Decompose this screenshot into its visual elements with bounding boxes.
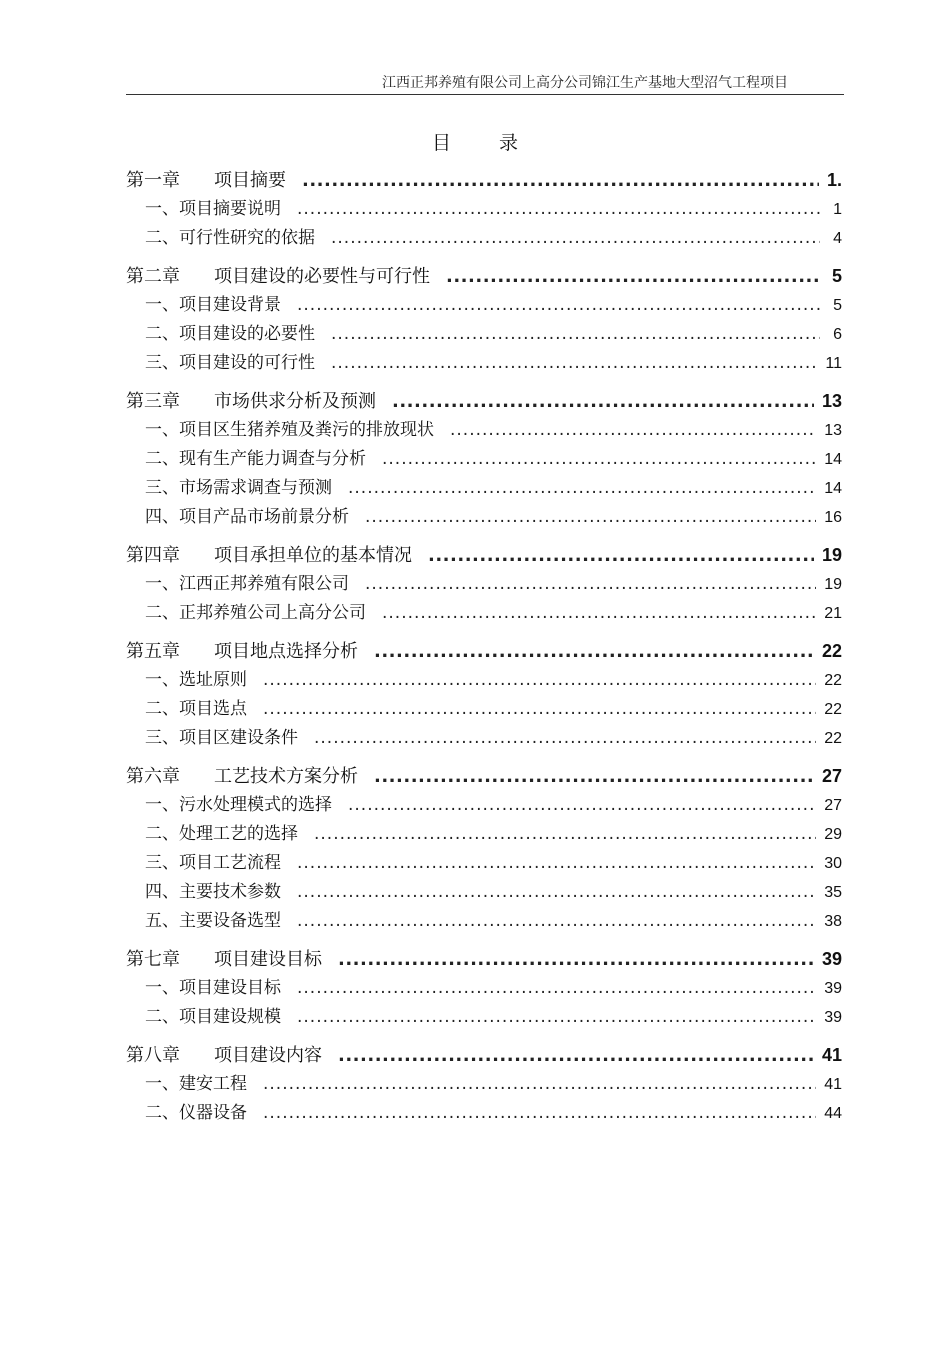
dot-leader (297, 878, 816, 907)
dot-leader (428, 541, 814, 570)
toc-entry-label (145, 474, 332, 503)
dot-leader (263, 666, 816, 695)
toc-entry-title: 一、建安工程 (145, 1074, 247, 1094)
dot-leader (450, 416, 816, 445)
toc-chapter-entry[interactable] (126, 541, 842, 570)
dot-leader (348, 474, 816, 503)
toc-entry-title: 一、项目区生猪养殖及粪污的排放现状 (145, 420, 434, 440)
toc-chapter-number: 第七章 (126, 949, 180, 970)
toc-page-number: 11 (825, 355, 842, 372)
toc-section-entry[interactable] (126, 599, 842, 628)
dot-leader (297, 195, 820, 224)
toc-section-entry[interactable] (126, 195, 842, 224)
toc-entry-title: 项目承担单位的基本情况 (214, 545, 412, 566)
toc-section-entry[interactable] (126, 416, 842, 445)
toc-entry-title: 二、处理工艺的选择 (145, 824, 298, 844)
toc-section-entry[interactable] (126, 849, 842, 878)
toc-entry-title: 二、项目建设规模 (145, 1007, 281, 1027)
toc-entry-label (145, 416, 434, 445)
toc-section-entry[interactable] (126, 224, 842, 253)
toc-entry-label (145, 791, 332, 820)
toc-entry-label (145, 849, 281, 878)
toc-page-number: 19 (821, 545, 842, 565)
running-header: 江西正邦养殖有限公司上高分公司锦江生产基地大型沼气工程项目 (382, 75, 788, 91)
toc-entry-label (145, 695, 247, 724)
toc-entry-label (126, 637, 358, 666)
toc-entry-label (145, 907, 281, 936)
toc-chapter-number: 第三章 (126, 391, 180, 412)
toc-page-number: 19 (824, 576, 842, 593)
dot-leader (263, 1099, 816, 1128)
toc-chapter-number: 第四章 (126, 545, 180, 566)
dot-leader (374, 637, 814, 666)
toc-chapter-number: 第一章 (126, 170, 180, 191)
toc-entry-label (145, 224, 315, 253)
toc-entry-title: 项目地点选择分析 (214, 641, 358, 662)
toc-entry-title: 项目建设的必要性与可行性 (214, 266, 430, 287)
dot-leader (374, 762, 814, 791)
dot-leader (263, 695, 816, 724)
toc-entry-label (126, 262, 430, 291)
toc-chapter-entry[interactable] (126, 387, 842, 416)
dot-leader (338, 1041, 814, 1070)
toc-section-entry[interactable] (126, 474, 842, 503)
toc-page-number: 41 (821, 1045, 842, 1065)
toc-entry-label (145, 820, 298, 849)
toc-page-number: 1. (826, 170, 842, 190)
dot-leader (331, 320, 820, 349)
toc-section-entry[interactable] (126, 320, 842, 349)
header-divider (126, 94, 844, 95)
dot-leader (297, 849, 816, 878)
toc-page-number: 41 (824, 1076, 842, 1093)
toc-page-number: 39 (824, 980, 842, 997)
toc-entry-title: 一、污水处理模式的选择 (145, 795, 332, 815)
toc-entry-label (126, 762, 358, 791)
toc-entry-label (145, 570, 349, 599)
toc-entry-title: 二、正邦养殖公司上高分公司 (145, 603, 366, 623)
toc-entry-title: 二、现有生产能力调查与分析 (145, 449, 366, 469)
dot-leader (297, 907, 816, 936)
toc-entry-title: 二、仪器设备 (145, 1103, 247, 1123)
toc-entry-label (145, 1099, 247, 1128)
toc-chapter-entry[interactable] (126, 262, 842, 291)
toc-section-entry[interactable] (126, 1070, 842, 1099)
toc-chapter-number: 第八章 (126, 1045, 180, 1066)
toc-section-entry[interactable] (126, 349, 842, 378)
dot-leader (302, 166, 819, 195)
toc-entry-title: 项目摘要 (214, 170, 286, 191)
toc-section-entry[interactable] (126, 695, 842, 724)
toc-chapter-number: 第二章 (126, 266, 180, 287)
dot-leader (297, 974, 816, 1003)
toc-section-entry[interactable] (126, 791, 842, 820)
toc-entry-label (126, 166, 286, 195)
toc-section-entry[interactable] (126, 907, 842, 936)
toc-entry-title: 三、项目区建设条件 (145, 728, 298, 748)
toc-entry-title: 二、项目选点 (145, 699, 247, 719)
toc-entry-label (126, 945, 322, 974)
toc-section-entry[interactable] (126, 445, 842, 474)
toc-section-entry[interactable] (126, 724, 842, 753)
toc-page-number: 39 (821, 949, 842, 969)
toc-page-number: 30 (824, 855, 842, 872)
toc-entry-label (145, 1070, 247, 1099)
toc-entry-label (145, 445, 366, 474)
table-of-contents (126, 166, 842, 1128)
toc-entry-label (145, 974, 281, 1003)
dot-leader (338, 945, 814, 974)
toc-entry-label (145, 320, 315, 349)
dot-leader (314, 820, 816, 849)
toc-entry-title: 项目建设目标 (214, 949, 322, 970)
toc-section-entry[interactable] (126, 291, 842, 320)
toc-chapter-number: 第五章 (126, 641, 180, 662)
toc-entry-label (145, 503, 349, 532)
toc-title: 目录 (431, 132, 566, 154)
toc-entry-label (126, 541, 412, 570)
dot-leader (297, 291, 820, 320)
toc-section-entry[interactable] (126, 1003, 842, 1032)
toc-entry-label (126, 387, 376, 416)
toc-page-number: 29 (824, 826, 842, 843)
toc-page-number: 27 (821, 766, 842, 786)
toc-section-entry[interactable] (126, 878, 842, 907)
toc-section-entry[interactable] (126, 1099, 842, 1128)
toc-entry-label (145, 878, 281, 907)
toc-entry-title: 四、主要技术参数 (145, 882, 281, 902)
toc-entry-title: 二、项目建设的必要性 (145, 324, 315, 344)
toc-entry-label (145, 1003, 281, 1032)
toc-section-entry[interactable] (126, 666, 842, 695)
toc-chapter-entry[interactable] (126, 945, 842, 974)
toc-section-entry[interactable] (126, 503, 842, 532)
dot-leader (314, 724, 816, 753)
toc-page-number: 1 (833, 201, 842, 218)
toc-page-number: 4 (833, 230, 842, 247)
toc-entry-title: 三、项目建设的可行性 (145, 353, 315, 373)
toc-entry-label (145, 724, 298, 753)
toc-entry-title: 一、项目摘要说明 (145, 199, 281, 219)
dot-leader (331, 224, 820, 253)
toc-page-number: 16 (824, 509, 842, 526)
toc-page-number: 14 (824, 451, 842, 468)
toc-page-number: 13 (821, 391, 842, 411)
toc-page-number: 22 (824, 701, 842, 718)
toc-page-number: 27 (824, 797, 842, 814)
toc-page-number: 5 (831, 266, 842, 286)
dot-leader (297, 1003, 816, 1032)
dot-leader (382, 599, 816, 628)
toc-entry-label (126, 1041, 322, 1070)
toc-chapter-entry[interactable] (126, 1041, 842, 1070)
dot-leader (382, 445, 816, 474)
toc-entry-label (145, 291, 281, 320)
toc-page-number: 44 (824, 1105, 842, 1122)
toc-entry-title: 四、项目产品市场前景分析 (145, 507, 349, 527)
toc-entry-title: 三、项目工艺流程 (145, 853, 281, 873)
toc-chapter-entry[interactable] (126, 762, 842, 791)
toc-entry-title: 三、市场需求调查与预测 (145, 478, 332, 498)
toc-page-number: 22 (824, 672, 842, 689)
toc-entry-title: 工艺技术方案分析 (214, 766, 358, 787)
toc-entry-title: 一、江西正邦养殖有限公司 (145, 574, 349, 594)
toc-entry-label (145, 349, 315, 378)
toc-page-number: 22 (821, 641, 842, 661)
toc-page-number: 5 (833, 297, 842, 314)
toc-section-entry[interactable] (126, 820, 842, 849)
toc-chapter-entry[interactable] (126, 166, 842, 195)
toc-page-number: 6 (833, 326, 842, 343)
toc-page-number: 13 (824, 422, 842, 439)
dot-leader (365, 503, 816, 532)
toc-entry-title: 市场供求分析及预测 (214, 391, 376, 412)
dot-leader (348, 791, 816, 820)
toc-page-number: 39 (824, 1009, 842, 1026)
toc-entry-title: 项目建设内容 (214, 1045, 322, 1066)
dot-leader (263, 1070, 816, 1099)
toc-page-number: 21 (824, 605, 842, 622)
toc-page-number: 14 (824, 480, 842, 497)
dot-leader (365, 570, 816, 599)
toc-section-entry[interactable] (126, 974, 842, 1003)
toc-entry-title: 一、项目建设目标 (145, 978, 281, 998)
toc-chapter-entry[interactable] (126, 637, 842, 666)
toc-entry-label (145, 195, 281, 224)
toc-entry-title: 五、主要设备选型 (145, 911, 281, 931)
toc-entry-title: 二、可行性研究的依据 (145, 228, 315, 248)
toc-entry-label (145, 666, 247, 695)
toc-entry-title: 一、选址原则 (145, 670, 247, 690)
toc-page-number: 35 (824, 884, 842, 901)
toc-chapter-number: 第六章 (126, 766, 180, 787)
toc-section-entry[interactable] (126, 570, 842, 599)
dot-leader (446, 262, 820, 291)
toc-entry-title: 一、项目建设背景 (145, 295, 281, 315)
toc-page-number: 22 (824, 730, 842, 747)
dot-leader (331, 349, 817, 378)
dot-leader (392, 387, 814, 416)
toc-entry-label (145, 599, 366, 628)
toc-page-number: 38 (824, 913, 842, 930)
